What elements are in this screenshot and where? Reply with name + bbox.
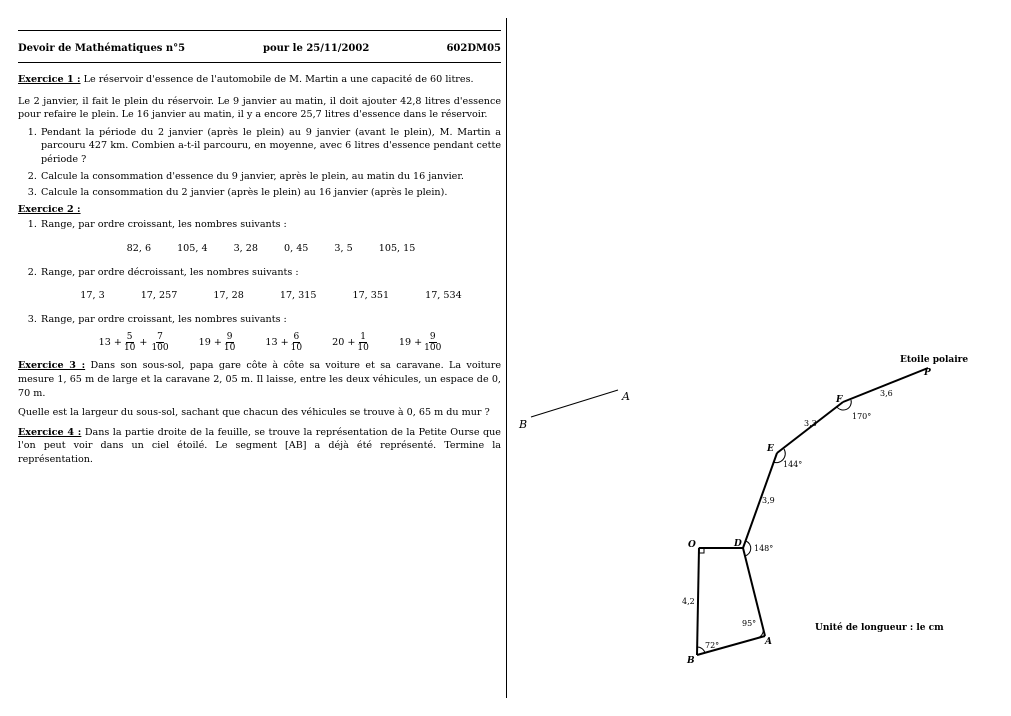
number: 105, 15 — [378, 242, 416, 254]
label-b-given: B — [519, 418, 528, 431]
ex1-title: Exercice 1 : — [18, 74, 81, 85]
number: 105, 4 — [177, 242, 208, 254]
segment-bo — [697, 548, 699, 655]
ex1-paragraph: Le 2 janvier, il fait le plein du réservoir. Le 9 janvier au matin, il doit ajouter 42,8 litres d'essence pour refaire le plein. Le 16 janvier au matin, il y a encore 25,7 litres d'essence dans le réservoir. — [18, 95, 501, 121]
number: 0, 45 — [284, 242, 309, 254]
sheet-code: 602DM05 — [446, 43, 501, 54]
ex2-q1: 1. Range, par ordre croissant, les nombres suivants : 82, 6 105, 4 3, 28 0, 45 3, 5 105, 15 — [40, 218, 501, 255]
fraction-expression: 13 + $\frac{6}{10}$ — [265, 332, 303, 354]
label-e: E — [767, 444, 774, 454]
length-de: 3,9 — [762, 496, 775, 505]
angle-marks — [697, 400, 851, 653]
length-ef: 3,3 — [804, 419, 817, 428]
label-f: F — [836, 395, 843, 405]
label-p: P — [924, 368, 931, 378]
label-a: A — [765, 637, 772, 647]
number: 17, 534 — [425, 290, 462, 302]
number: 17, 351 — [352, 290, 390, 302]
number: 17, 28 — [213, 290, 244, 302]
label-b: B — [687, 656, 695, 666]
unit-label: Unité de longueur : le cm — [815, 623, 944, 633]
ex1-q2: 2. Calcule la consommation d'essence du 9 janvier, après le plein, au matin du 16 janvier. — [40, 170, 501, 184]
label-d: D — [734, 539, 742, 549]
angle-arc-d — [745, 541, 751, 556]
ex3-paragraph: Exercice 3 : Dans son sous-sol, papa gare côte à côte sa voiture et sa caravane. La voiture mesure 1, 65 m de large et la caravane 2, 05 m. Il laisse, entre les deux véhicules, un espace de 0, 70 m. — [18, 360, 501, 399]
sheet-title: Devoir de Mathématiques n°5 — [18, 43, 186, 54]
label-o: O — [688, 540, 696, 550]
segment-ab-given — [531, 390, 618, 417]
ex3-title: Exercice 3 : — [18, 360, 86, 372]
angle-b: 72° — [705, 641, 720, 650]
ex2-q3: 3. Range, par ordre croissant, les nombres suivants : 13 + $\frac{5}{10}$ + $\frac{7}{100}$ 19 + $\frac{9}{10}$ 13 + $\frac{6}{10}$ 20 + $\frac{1}{10}$ 19 + $\frac{9}{100}$ — [40, 313, 501, 354]
number: 3, 28 — [233, 242, 258, 254]
fraction-expression: 19 + $\frac{9}{10}$ — [198, 332, 236, 354]
angle-labels — [705, 412, 871, 650]
constellation-lines — [697, 368, 928, 655]
ex3-question: Quelle est la largeur du sous-sol, sachant que chacun des véhicules se trouve à 0, 65 m du mur ? — [18, 407, 490, 419]
angle-e: 144° — [783, 460, 803, 469]
angle-a: 95° — [742, 619, 757, 628]
polaris-label: Etoile polaire — [900, 355, 969, 365]
due-date: pour le 25/11/2002 — [263, 43, 370, 54]
number: 17, 315 — [279, 290, 317, 302]
angle-d: 148° — [754, 544, 774, 553]
ex4-paragraph: Exercice 4 : Dans la partie droite de la feuille, se trouve la représentation de la Petite Ourse que l'on peut voir dans un ciel étoilé. Le segment [AB] a déjà été représenté. Termine la représentation. — [18, 426, 501, 465]
ex1-q1: 1. Pendant la période du 2 janvier (après le plein) au 9 janvier (avant le plein), M. Martin a parcouru 427 km. Combien a-t-il parcouru, en moyenne, avec 6 litres d'essence pendant cette période ? — [40, 126, 501, 167]
length-labels — [682, 389, 893, 606]
length-bo: 4,2 — [682, 597, 695, 606]
number: 17, 3 — [80, 290, 105, 302]
fraction-expression: 13 + $\frac{5}{10}$ + $\frac{7}{100}$ — [98, 332, 169, 354]
ex1-intro: Exercice 1 : Le réservoir d'essence de l'automobile de M. Martin a une capacité de 60 litres. — [18, 74, 474, 85]
label-a-given: A — [622, 390, 630, 403]
number: 82, 6 — [126, 242, 152, 254]
length-fp: 3,6 — [880, 389, 893, 398]
angle-f: 170° — [852, 412, 872, 421]
ex1-q3: 3. Calcule la consommation du 2 janvier (après le plein) au 16 janvier (après le plein). — [40, 186, 501, 200]
fraction-expression: 20 + $\frac{1}{10}$ — [332, 332, 369, 354]
fraction-expression: 19 + $\frac{9}{100}$ — [398, 332, 442, 354]
ex2-title: Exercice 2 : — [18, 203, 81, 215]
number: 17, 257 — [140, 290, 178, 302]
ex2-q2: 2. Range, par ordre décroissant, les nombres suivants : 17, 3 17, 257 17, 28 17, 315 17, 351 17, 534 — [40, 266, 501, 303]
point-labels — [686, 368, 931, 666]
ex4-title: Exercice 4 : — [18, 426, 82, 438]
number: 3, 5 — [334, 242, 353, 254]
